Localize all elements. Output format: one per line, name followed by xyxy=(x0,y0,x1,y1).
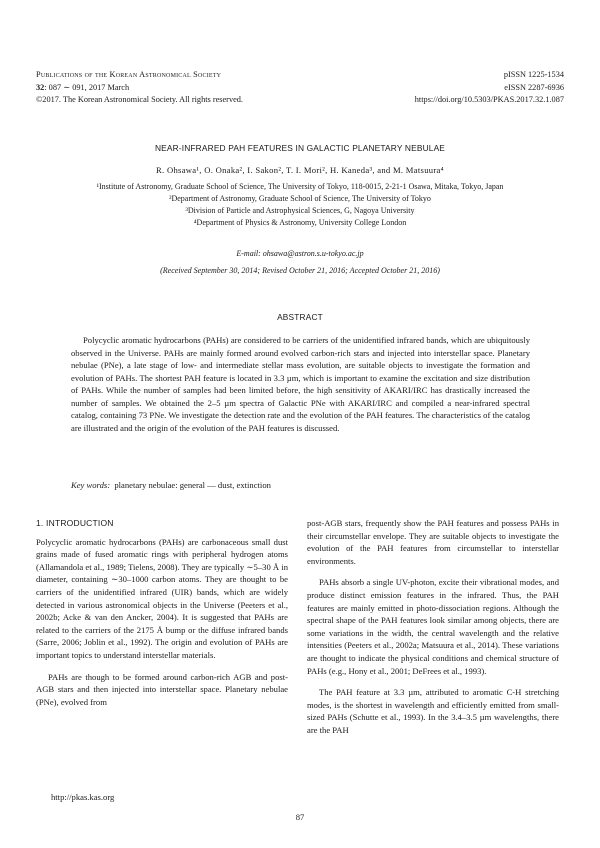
abstract-text: Polycyclic aromatic hydrocarbons (PAHs) are considered to be carriers of the unidentified infrared bands, which are ubiquitously observed in the Universe. PAHs are mainly formed around evolved carbon-rich stars and injected into interstellar space. Planetary nebulae (PNe), a late stage of low- and intermediate stellar mass evolution, are suitable objects to investigate the formation and evolution of PAHs. The shortest PAH feature is located in 3.3 µm, which is important to examine the excitation and size distribution of PAHs. While the number of samples had been limited before, the high sensitivity of AKARI/IRC has drastically increased the number of samples. We obtained the 2–5 µm spectra of Galactic PNe with AKARI/IRC and compiled a near-infrared spectral catalog, containing 73 PNe. We investigate the detection rate and the evolution of the PAH features. The characteristics of the catalog are illustrated and the origin of the evolution of the PAH features is discussed. xyxy=(71,335,530,433)
paragraph: Polycyclic aromatic hydrocarbons (PAHs) are carbonaceous small dust grains made of fused aromatic rings with peripheral hydrogen atoms (Allamandola et al., 1989; Tielens, 2008). They are typically ∼5–30 Å in diameter, containing ∼30–1000 carbon atoms. They are thought to be carriers of the unidentified infrared (UIR) bands, which are widely detected in various astronomical objects in the Universe (Peeters et al., 2002b; Acke & van den Ancker, 2004). It is suggested that PAHs are related to the carriers of the 2175 Å bump or the diffuse infrared bands (Sarre, 2006; Joblin et al., 1992). The origin and evolution of PAHs are important topics to understand interstellar materials. xyxy=(36,536,288,660)
author-list: R. Ohsawa¹, O. Onaka², I. Sakon², T. I. Mori², H. Kaneda³, and M. Matsuura⁴ xyxy=(156,165,444,175)
doi-link[interactable]: https://doi.org/10.5303/PKAS.2017.32.1.087 xyxy=(414,95,564,104)
affiliations xyxy=(50,181,550,229)
left-column xyxy=(36,517,288,708)
affiliation-2: ²Department of Astronomy, Graduate School of Science, The University of Tokyo xyxy=(169,194,431,203)
paragraph: PAHs absorb a single UV-photon, excite their vibrational modes, and produce distinct emission features in the infrared. Thus, the PAH features are mainly emitted in photo-dissociation regions. Although the spectral shape of the PAH features look similar among objects, there are some variations in the width, the central wavelength and the relative intensities (Peeters et al., 2002a; Matsuura et al., 2014). These variations are thought to indicate the physical conditions and chemical structure of PAHs (e.g., Hony et al., 2001; DeFrees et al., 1993). xyxy=(307,577,559,676)
page-number: 87 xyxy=(295,812,305,822)
pages-date: : 087 ∼ 091, 2017 March xyxy=(44,82,130,92)
affiliation-1: ¹Institute of Astronomy, Graduate School of Science, The University of Tokyo, 118-0015, 2-21-1 Osawa, Mitaka, Tokyo, Japan xyxy=(96,182,504,191)
copyright: ©2017. The Korean Astronomical Society. All rights reserved. xyxy=(36,95,244,104)
paragraph: PAHs are though to be formed around carbon-rich AGB and post-AGB stars and then injected into interstellar space. Planetary nebulae (PNe), evolved from xyxy=(36,671,288,707)
journal-name: Publications of the Korean Astronomical Society xyxy=(36,70,222,79)
issn-header xyxy=(415,69,564,107)
abstract-heading: ABSTRACT xyxy=(277,312,323,322)
keywords-label: Key words: xyxy=(71,480,111,490)
received-dates: (Received September 30, 2014; Revised October 21, 2016; Accepted October 21, 2016) xyxy=(160,266,440,275)
keywords xyxy=(71,480,530,490)
keywords-text: planetary nebulae: general — dust, extinction xyxy=(114,480,271,490)
affiliation-3: ³Division of Particle and Astrophysical Sciences, G, Nagoya University xyxy=(185,206,415,215)
journal-url-footnote[interactable]: http://pkas.kas.org xyxy=(51,792,115,802)
volume-number: 32 xyxy=(36,82,45,92)
contact-email: E-mail: ohsawa@astron.s.u-tokyo.ac.jp xyxy=(236,249,364,258)
eissn: eISSN 2287-6936 xyxy=(504,82,564,92)
paragraph: post-AGB stars, frequently show the PAH features and possess PAHs in their circumstellar envelope. They are suitable objects to investigate the evolution of the PAH features from circumstellar to interstellar environments. xyxy=(307,518,559,566)
affiliation-4: ⁴Department of Physics & Astronomy, University College London xyxy=(193,218,407,227)
paper-title: NEAR-INFRARED PAH FEATURES IN GALACTIC PLANETARY NEBULAE xyxy=(154,143,446,153)
section-heading: 1. INTRODUCTION xyxy=(36,518,114,528)
volume-line xyxy=(36,82,243,95)
right-column xyxy=(307,517,559,737)
paragraph: The PAH feature at 3.3 µm, attributed to aromatic C-H stretching modes, is the shortest in wavelength and efficiently emitted from small-sized PAHs (Schutte et al., 1993). In the 3.4–3.5 µm wavelengths, there are the PAH xyxy=(307,687,559,735)
pissn: pISSN 1225-1534 xyxy=(503,70,564,79)
journal-header xyxy=(36,69,243,107)
